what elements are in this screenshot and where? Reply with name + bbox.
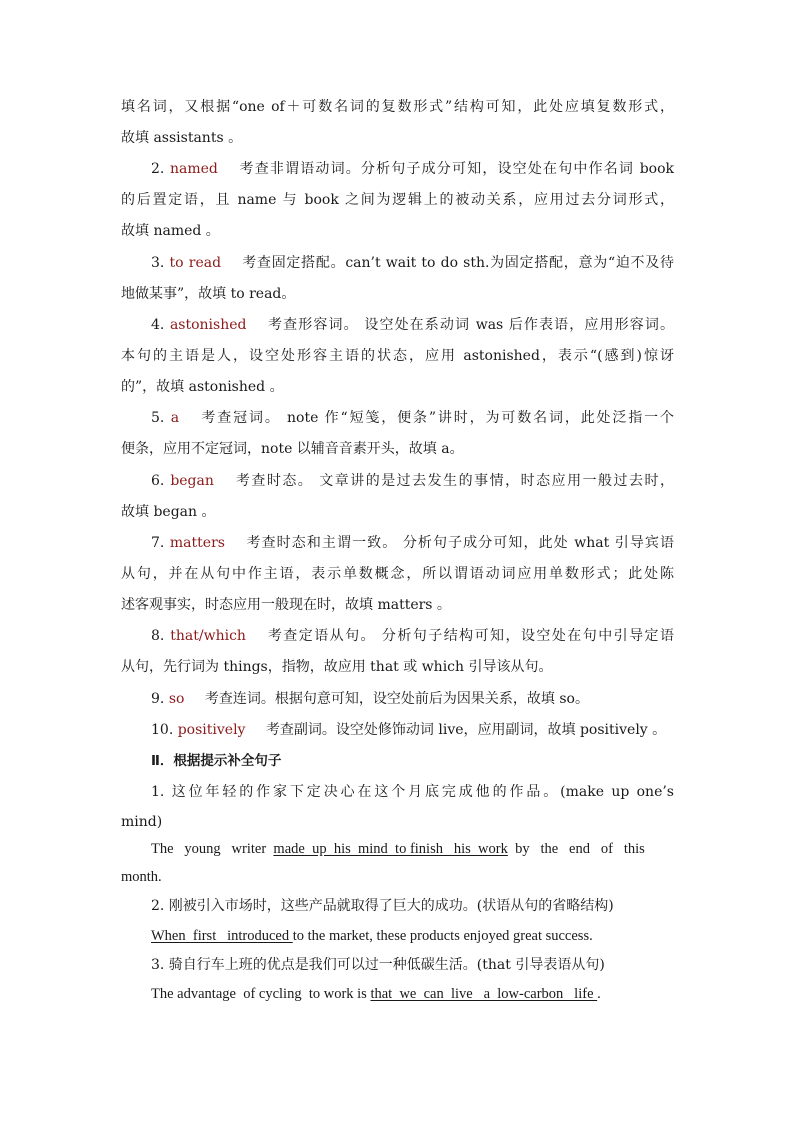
item-text: 考查非谓语动词。分析句子成分可知，设空处在句中作名词 book bbox=[239, 161, 675, 177]
item-number: 9. bbox=[151, 691, 165, 707]
question-2-prompt: 2. 刚被引入市场时，这些产品就取得了巨大的成功。(状语从句的省略结构) bbox=[151, 898, 614, 914]
question-1-answer-cont: month. bbox=[121, 869, 162, 885]
item-number: 7. bbox=[151, 535, 165, 551]
text-line: 述客观事实，时态应用一般现在时，故填 matters 。 bbox=[121, 597, 451, 613]
text-line: 从句，并在从句中作主语，表示单数概念，所以谓语动词应用单数形式；此处陈 bbox=[121, 566, 674, 582]
answer-word: named bbox=[170, 161, 218, 177]
section-heading: Ⅱ．根据提示补全句子 bbox=[151, 753, 282, 769]
text-line: 故填 assistants 。 bbox=[121, 130, 243, 146]
item-text: 考查固定搭配。can’t wait to do sth.为固定搭配，意为“迫不及待 bbox=[242, 255, 675, 271]
item-number: 8. bbox=[151, 628, 165, 644]
item-text: 考查定语从句。 分析句子结构可知，设空处在句中引导定语 bbox=[267, 628, 675, 644]
answer-item-7 bbox=[151, 533, 674, 553]
question-3-answer-line bbox=[151, 984, 674, 1004]
text-line: 地做某事”，故填 to read。 bbox=[121, 286, 296, 302]
answer-item-3 bbox=[151, 253, 674, 273]
answer-item-5 bbox=[151, 408, 674, 428]
filled-answer: that we can live a low-carbon life bbox=[370, 986, 598, 1002]
filled-answer: When first introduced bbox=[151, 928, 293, 944]
item-text: 考查形容词。 设空处在系动词 was 后作表语，应用形容词。 bbox=[268, 317, 675, 333]
item-text: 考查时态和主谓一致。 分析句子成分可知，此处 what 引导宾语 bbox=[246, 535, 675, 551]
answer-word: began bbox=[170, 473, 214, 489]
item-number: 2. bbox=[151, 161, 165, 177]
item-text: 考查冠词。 note 作“短笺，便条”讲时，为可数名词，此处泛指一个 bbox=[201, 410, 675, 426]
answer-word: to read bbox=[169, 255, 222, 271]
question-1-prompt-cont: mind) bbox=[121, 814, 163, 830]
item-number: 5. bbox=[151, 410, 165, 426]
question-2-answer-line bbox=[151, 926, 674, 946]
text-line: 从句，先行词为 things，指物，故应用 that 或 which 引导该从句。 bbox=[121, 659, 553, 675]
text-line: 填名词，又根据“one of＋可数名词的复数形式”结构可知，此处应填复数形式， bbox=[121, 99, 674, 115]
answer-item-8 bbox=[151, 626, 674, 646]
question-1-answer-line bbox=[151, 839, 674, 859]
question-3-prompt: 3. 骑自行车上班的优点是我们可以过一种低碳生活。(that 引导表语从句) bbox=[151, 957, 605, 973]
filled-answer: made up his mind to finish his work bbox=[273, 841, 508, 857]
answer-word: matters bbox=[169, 535, 225, 551]
text-line: 的后置定语，且 name 与 book 之间为逻辑上的被动关系，应用过去分词形式， bbox=[121, 192, 674, 208]
text-line: 故填 began 。 bbox=[121, 504, 216, 520]
sentence-suffix: . bbox=[597, 986, 601, 1002]
text-line: 故填 named 。 bbox=[121, 223, 220, 239]
answer-item-10 bbox=[151, 720, 674, 740]
item-number: 10. bbox=[151, 722, 174, 738]
sentence-prefix: The advantage of cycling to work is bbox=[151, 986, 371, 1002]
answer-word: that/which bbox=[170, 628, 246, 644]
text-line: 本句的主语是人，设空处形容主语的状态，应用 astonished，表示“(感到)惊讶 bbox=[121, 348, 674, 364]
text-line: 便条，应用不定冠词，note 以辅音音素开头，故填 a。 bbox=[121, 441, 464, 457]
item-text: 考查时态。 文章讲的是过去发生的事情，时态应用一般过去时， bbox=[235, 473, 675, 489]
sentence-prefix: The young writer bbox=[151, 841, 274, 857]
answer-word: so bbox=[168, 691, 185, 707]
item-number: 6. bbox=[151, 473, 165, 489]
answer-word: a bbox=[170, 410, 180, 426]
item-number: 4. bbox=[151, 317, 165, 333]
answer-item-2 bbox=[151, 159, 674, 179]
answer-word: positively bbox=[177, 722, 246, 738]
item-number: 3. bbox=[151, 255, 165, 271]
item-text: 考查副词。设空处修饰动词 live，应用副词，故填 positively 。 bbox=[265, 722, 667, 738]
text-line: 的”，故填 astonished 。 bbox=[121, 379, 284, 395]
sentence-suffix: by the end of this bbox=[507, 841, 645, 857]
answer-word: astonished bbox=[169, 317, 247, 333]
answer-item-6 bbox=[151, 471, 674, 491]
sentence-suffix: to the market, these products enjoyed great success. bbox=[292, 928, 593, 944]
item-text: 考查连词。根据句意可知，设空处前后为因果关系，故填 so。 bbox=[204, 691, 589, 707]
question-1-prompt: 1. 这位年轻的作家下定决心在这个月底完成他的作品。(make up one’s bbox=[151, 784, 674, 800]
answer-item-4 bbox=[151, 315, 674, 335]
answer-item-9 bbox=[151, 689, 674, 709]
